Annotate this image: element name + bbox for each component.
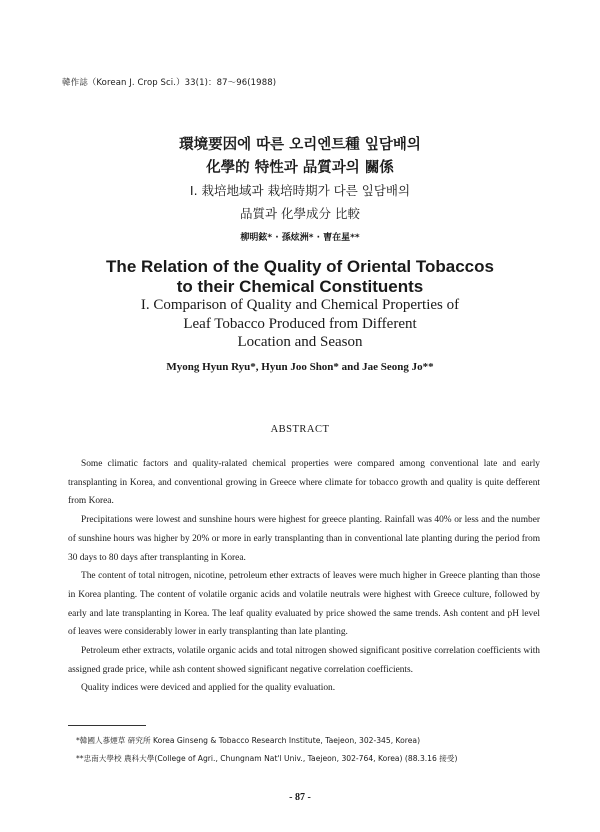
abstract-paragraph: Precipitations were lowest and sunshine hours were highest for greece planting. Rainfall was 40% or less and the number of sunshine hours was higher by 20% or more in early transplanting than in conventional late planting during the period from 30 days to 80 days after transplanting in Korea.: [68, 515, 540, 563]
english-subtitle-line-1: I. Comparison of Quality and Chemical Properties of: [140, 297, 460, 313]
english-title-line-1: The Relation of the Quality of Oriental Tobaccos: [106, 257, 494, 276]
abstract-paragraph: Quality indices were deviced and applied for the quality evaluation.: [81, 683, 336, 694]
abstract-body: [68, 455, 540, 698]
korean-title-line-1: 環境要因에 따른 오리엔트種 잎담배의: [179, 137, 421, 153]
abstract-heading: ABSTRACT: [270, 424, 330, 435]
english-authors: Myong Hyun Ryu*, Hyun Joo Shon* and Jae Seong Jo**: [166, 361, 434, 373]
abstract-paragraph: The content of total nitrogen, nicotine, petroleum ether extracts of leaves were much higher in Greece planting than those in Korea planting. The content of volatile organic acids and volatile neutrals were highest with Greece culture, followed by early and late transplanting in Korea. The leaf quality evaluated by price showed the same trends. Ash content and pH level of leaves were considerably lower in early transplanting than late planting.: [68, 571, 540, 638]
korean-subtitle-line-2: 品質과 化學成分 比較: [239, 206, 361, 221]
korean-subtitle-line-1: I. 栽培地域과 栽培時期가 다른 잎담배의: [189, 183, 411, 198]
english-subtitle-line-3: Location and Season: [237, 334, 363, 350]
journal-citation: 韓作誌（Korean J. Crop Sci.）33(1)：87～96(1988): [62, 78, 277, 88]
english-title-line-2: to their Chemical Constituents: [176, 277, 424, 296]
footnote-2: **忠南大學校 農科大學(College of Agri., Chungnam Nat'l Univ., Taejeon, 302-764, Korea) (88.3.16 接受): [76, 754, 458, 763]
footnote-1: *韓國人蔘煙草 硏究所 Korea Ginseng & Tobacco Research Institute, Taejeon, 302-345, Korea): [76, 736, 421, 745]
page-number: - 87 -: [289, 792, 311, 803]
footnote-divider: [68, 725, 146, 726]
korean-authors: 柳明鉉* · 孫炫洲* · 曺在星**: [240, 233, 360, 243]
korean-title-line-2: 化學的 特性과 品質과의 關係: [206, 160, 394, 176]
abstract-paragraph: Petroleum ether extracts, volatile organic acids and total nitrogen showed significant positive correlation coefficients with assigned grade price, while ash content showed significant negative correlation coefficients.: [68, 646, 540, 675]
english-subtitle-line-2: Leaf Tobacco Produced from Different: [183, 316, 417, 332]
abstract-paragraph: Some climatic factors and quality-ralated chemical properties were compared among conventional late and early transplanting in Korea, and conventional growing in Greece where climate for tobacco growth and quality is quite defferent from Korea.: [68, 459, 540, 507]
